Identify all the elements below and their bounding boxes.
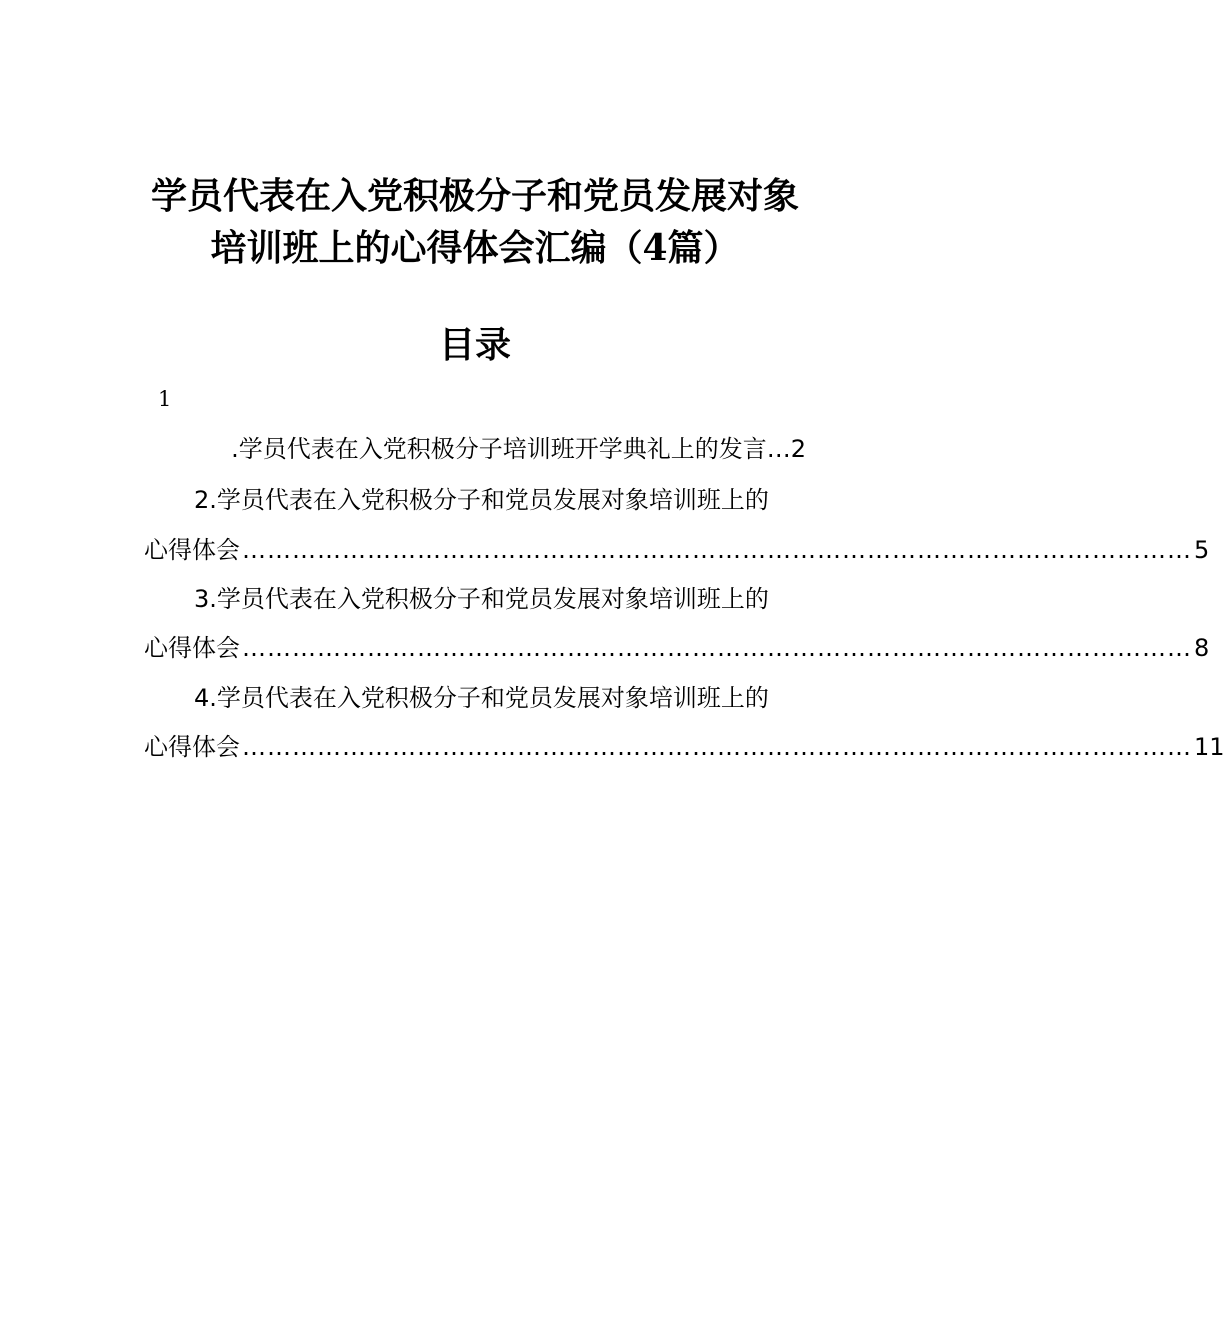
toc-entry-2-text: 心得体会 [144,536,240,564]
toc-entry-3-text: 心得体会 [144,634,240,662]
toc-entry-2-page: 5 [1194,536,1210,564]
document-title-line-2: 培训班上的心得体会汇编（4篇） [210,227,740,269]
toc-entry-4-page: 11 [1194,733,1225,761]
toc-entry-2-line-2 [144,532,1210,568]
toc-entry-3-page: 8 [1194,634,1210,662]
toc-entry-3-line-2 [144,630,1210,666]
toc-entry-1-page: 2 [790,435,806,463]
toc-entry-3-line-1: 3.学员代表在入党积极分子和党员发展对象培训班上的 [194,585,769,613]
stray-page-number: 1 [158,387,172,411]
toc-entry-3-leader: …………………………………………………………………………………………………… [242,634,1192,662]
toc-entry-4-line-2 [144,729,1225,765]
toc-entry-2-leader: …………………………………………………………………………………………………… [242,536,1192,564]
toc-heading: 目录 [438,324,511,366]
toc-entry-1-text: .学员代表在入党积极分子培训班开学典礼上的发言 [231,435,767,463]
toc-entry-4-leader: …………………………………………………………………………………………………… [242,733,1192,761]
toc-entry-4-line-1: 4.学员代表在入党积极分子和党员发展对象培训班上的 [194,684,769,712]
toc-entry-4-text: 心得体会 [144,733,240,761]
toc-entry-1-leader: … [766,435,791,463]
toc-entry-2-line-1: 2.学员代表在入党积极分子和党员发展对象培训班上的 [194,486,769,514]
document-title-line-1: 学员代表在入党积极分子和党员发展对象 [150,175,799,217]
toc-entry-1[interactable] [144,431,806,467]
